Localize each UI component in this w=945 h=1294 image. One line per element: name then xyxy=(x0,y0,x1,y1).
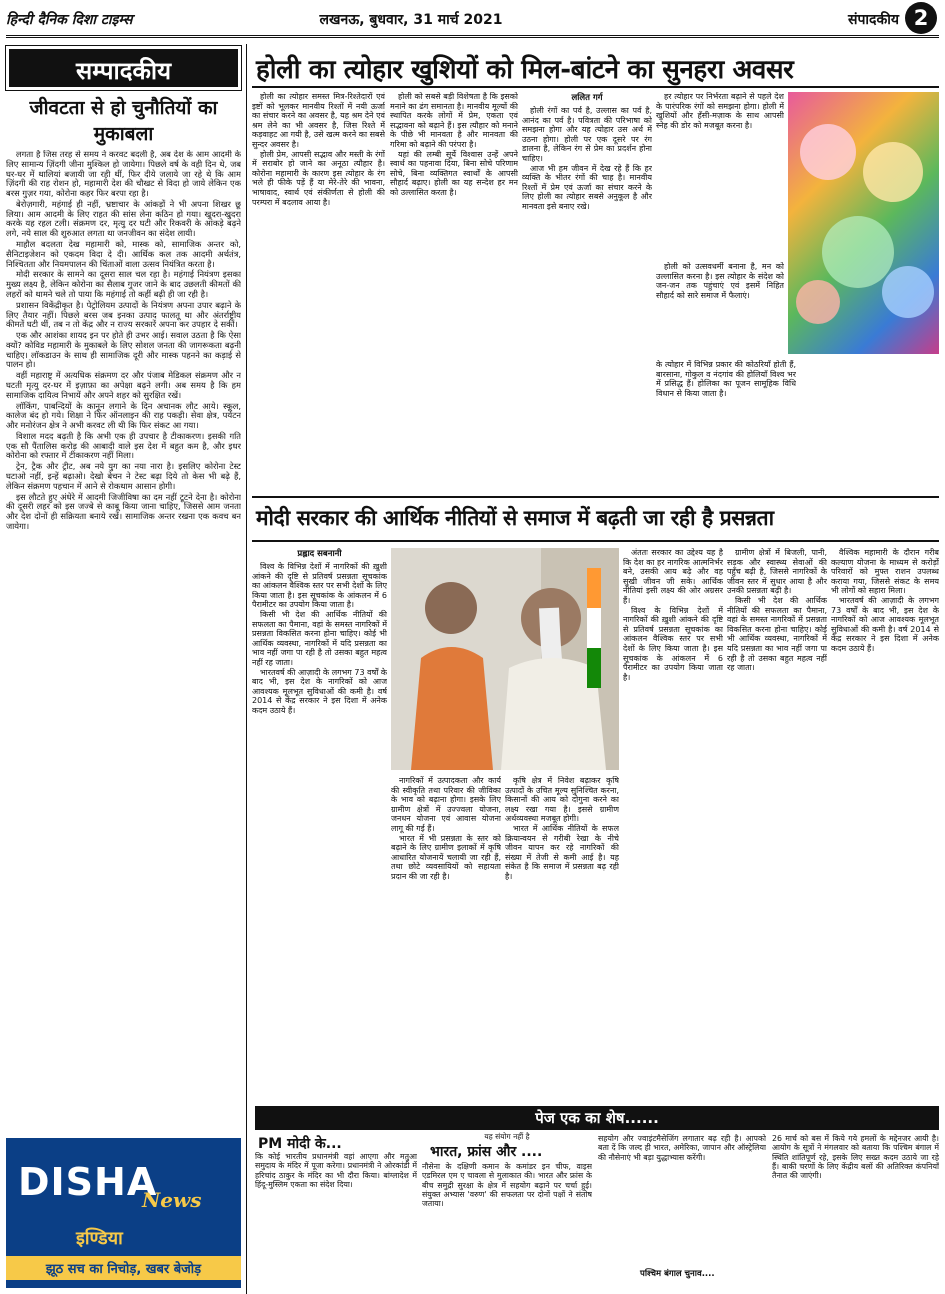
holi-paragraph: होली को उत्सवधर्मी बनाना है, मन को उल्लासित करना है। इस त्योहार के संदेश को जन-जन तक पहुंचाएं एवं इसमें निहित सौहार्द को सारे समाज में फैलाएं। xyxy=(656,262,784,300)
govt-paragraph: कृषि क्षेत्र में निवेश बढ़ाकर कृषि उत्पादों के उचित मूल्य सुनिश्चित करना, किसानों की आय को दोगुना करने का लक्ष्य रखा गया है। इससे ग्रामीण अर्थव्यवस्था मजबूत होगी। xyxy=(505,776,619,824)
logo-tagline: झूठ सच का निचोड़, खबर बेजोड़ xyxy=(6,1256,241,1280)
bengal-label: पश्चिम बंगाल चुनाव.... xyxy=(640,1269,715,1279)
holi-column xyxy=(656,92,784,254)
govt-column xyxy=(831,548,939,1102)
paper-name: हिन्दी दैनिक दिशा टाइम्स xyxy=(6,12,133,28)
govt-column xyxy=(727,548,827,1102)
govt-paragraph: अंततः सरकार का उद्देश्य यह है कि देश का हर नागरिक आत्मनिर्भर बने, उसकी आय बढ़े और वह सुखी जीवन जी सके। आर्थिक नीतियां इसी लक्ष्य की ओर अग्रसर हैं। xyxy=(623,548,723,605)
govt-paragraph: भारतवर्ष की आज़ादी के लगभग 73 वर्षों के बाद भी, इस देश के नागरिकों को आज आवश्यक मूलभूत सुविधाओं की कमी है। वर्ष 2014 से केंद्र सरकार ने इस दिशा में अनेक कदम उठाये हैं। xyxy=(252,667,387,715)
holi-photo-graphic xyxy=(788,92,939,354)
masthead xyxy=(6,4,939,38)
disha-news-logo xyxy=(6,1138,241,1288)
govt-paragraph: किसी भी देश की आर्थिक नीतियों की सफलता का पैमाना, वहां के समस्त नागरिकों में प्रसन्नता विकसित करना होना चाहिए। कोई भी आर्थिक व्यवस्था, नागरिकों में यदि प्रसन्नता का भाव नहीं जगा पा रही है तो उसका बहुत महत्व नहीं रह जाता। xyxy=(252,609,387,667)
holi-headline: होली का त्योहार खुशियों को मिल-बांटने का सुनहरा अवसर xyxy=(256,55,794,85)
holi-paragraph: आज भी हम जीवन में देख रहे हैं कि हर व्यक्ति के भीतर रंगों की चाह है। मानवीय रिश्तों में प्रेम एवं ऊर्जा का संचार करने के लिए होली का त्योहार सबसे अनुकूल है और मानवता इसे बनाए रखे। xyxy=(522,163,652,211)
govt-paragraph: विश्व के विभिन्न देशों में नागरिकों की ख़ुशी आंकने की दृष्टि से प्रतिवर्ष प्रसन्नता सूचकांक का आंकलन वैश्विक स्तर पर सभी देशों के लिए किया जाता है। इस सूचकांक के आंकलन में 6 पैरामीटर का उपयोग किया जाता है। xyxy=(252,562,387,610)
govt-paragraph: विश्व के विभिन्न देशों में नागरिकों की ख़ुशी आंकने की दृष्टि से प्रतिवर्ष प्रसन्नता सूचकांक का आंकलन वैश्विक स्तर पर सभी देशों के लिए किया जाता है। इस सूचकांक के आंकलन में 6 पैरामीटर का उपयोग किया जाता है। xyxy=(623,605,723,682)
holi-paragraph: होली रंगों का पर्व है, उल्लास का पर्व है, आनंद का पर्व है। पवित्रता की परिभाषा को समझना होगा और यह त्योहार उस अर्थ में उठना होगा। होली पर एक दूसरे पर रंग डालना है, लेकिन रंग से प्रेम का प्रदर्शन होना चाहिए। xyxy=(522,106,652,163)
holi-column xyxy=(252,92,385,492)
govt-column xyxy=(391,776,501,1102)
govt-paragraph: ग्रामीण क्षेत्रों में बिजली, पानी, सड़क और स्वास्थ्य सेवाओं की पहुँच बढ़ी है, जिससे नागरिकों के जीवन स्तर में सुधार आया है और उनकी प्रसन्नता बढ़ी है। xyxy=(727,548,827,596)
editorial-headline: जीवटता से हो चुनौतियों का मुकाबला xyxy=(29,97,218,145)
editorial-paragraph: लगता है जिस तरह से समय ने करवट बदली है, अब देश के आम आदमी के लिए सामान्य ज़िंदगी जीना मुश्किल हो जायेगा। पिछले वर्ष के वही दिन थे, जब घर-घर में थालियां बजायी जा रही थीं, फिर दीये जलाये जा रहे थे कि आम ज़िंदगी की राह रोशन हो, महामारी देश की चौखट से विदा हो जाये लेकिन एक बरस गुज़र गया, कोरोना कहर फिर बरपा रहा है। xyxy=(6,150,241,199)
dateline: लखनऊ, बुधवार, 31 मार्च 2021 xyxy=(319,12,503,28)
holi-paragraph: होली का त्योहार समस्त मित्र-रिश्तेदारों एवं इष्टों को भूलकर मानवीय रिश्तों में नयी ऊर्जा का संचार करने का अवसर है, यह श्रम देने एवं श्रम लेने का भी अवसर है, जिस रिश्ते में कड़वाहट आ गयी है, उसे खत्म करने का सबसे सुन्दर अवसर है। xyxy=(252,92,385,149)
pm-modi-text: कि कोई भारतीय प्रधानमंत्री वहां आएगा और मतुआ समुदाय के मंदिर में पूजा करेगा। प्रधानमंत्री ने ओरकांडी में हरिचांद ठाकुर के मंदिर का भी दौरा किया। बांग्लादेश में हिंदू-मुस्लिम एकता का संदेश दिया। xyxy=(255,1152,417,1190)
govt-paragraph: भारत में भी प्रसन्नता के स्तर को बढ़ाने के लिए ग्रामीण इलाकों में कृषि आधारित योजनायें चलायी जा रही हैं, तथा छोटे व्यवसायियों को सहायता प्रदान की जा रही है। xyxy=(391,833,501,881)
editorial-body xyxy=(6,150,241,1130)
editorial-column-title: सम्पादकीय xyxy=(6,46,241,90)
govt-paragraph: नागरिकों में उत्पादकता और कार्य की स्वीकृति तथा परिवार की जीविका के भाव को बढ़ाना होगा। इसके लिए ग्रामीण क्षेत्रों में उज्ज्वला योजना, जनधन योजना एवं आवास योजना लागू की गई हैं। xyxy=(391,776,501,833)
govt-paragraph: भारतवर्ष की आज़ादी के लगभग 73 वर्षों के बाद भी, इस देश के नागरिकों को आज आवश्यक मूलभूत सुविधाओं की कमी है। वर्ष 2014 से केंद्र सरकार ने इस दिशा में अनेक कदम उठाये हैं। xyxy=(831,595,939,653)
govt-column xyxy=(252,562,387,1102)
last-column-text: 26 मार्च को बस में किये गये हमलों के मद्देनजर आयी है। आयोग के सूत्रों ने मंगलवार को बताया कि पश्चिम बंगाल में स्थिति शांतिपूर्ण रहे, इसके लिए सख्त कदम उठाये जा रहे हैं। बाकी चरणों के लिए केंद्रीय बलों की अतिरिक्त कंपनियाँ तैनात की जाएंगी। xyxy=(772,1134,939,1181)
holi-column xyxy=(522,106,652,492)
holi-paragraph: होली प्रेम, आपसी सद्भाव और मस्ती के रंगों में सराबोर हो जाने का अनूठा त्यौहार है। कोरोना महामारी के कारण इस त्योहार के रंग भले ही फीके पड़ें हैं या मेरे-तेरे की भावना, भाषावाद, स्वार्थ एवं संकीर्णता से होली की परम्परा में बदलाव आया है। xyxy=(252,149,385,207)
editorial-paragraph: इस लौटते हुए अंधेरे में आदमी जिजीविषा का दम नहीं टूटने देना है। कोरोना की दूसरी लहर को इस जज्बे से काबू किया जाना चाहिए, जिससे आम जनता और देश दोनों ही सक्रियता बनाये रखें। सामाजिक अन्तर रखना एक कवच बन जायेगा। xyxy=(6,491,241,531)
column-divider xyxy=(246,44,247,1294)
editorial-paragraph: लॉकिंग, पाबन्दियों के कानून लगाने के दिन अचानक लौट आये। स्कूल, कालेज बंद हो गये। शिक्षा ने फिर ऑनलाइन की राह पकड़ी। सेवा क्षेत्र, पर्यटन और मनोरंजन क्षेत्र ने अभी करवट ली थी कि फिर संकट आ गया। xyxy=(6,400,241,431)
india-france-text: नौसेना के दक्षिणी कमान के कमांडर इन चीफ, वाइस एडमिरल एम ए चावला से मुलाकात की। भारत और फ्रांस के बीच समुद्री सुरक्षा के क्षेत्र में सहयोग बढ़ाने पर चर्चा हुई। संयुक्त अभ्यास 'वरुण' की सफलता पर दोनों पक्षों ने संतोष जताया। xyxy=(422,1162,592,1209)
india-france-intro: यह संयोग नहीं है xyxy=(484,1132,530,1141)
holi-paragraph: होली को सबसे बड़ी विशेषता है कि इसको मनाने का ढंग समानता है। मानवीय मूल्यों की स्थापित करके लोगों में प्रेम, एकता एवं सद्भावना को बढ़ाने हैं। इस त्यौहार को मनाने के पीछे भी मानवता है और मानवता की गरिमा को बढ़ाने की परंपरा है। xyxy=(390,92,518,149)
holi-photo xyxy=(788,92,939,354)
govt-paragraph: वैश्विक महामारी के दौरान गरीब कल्याण योजना के माध्यम से करोड़ों परिवारों को मुफ्त राशन उपलब्ध कराया गया, जिससे संकट के समय भी लोगों को सहारा मिला। xyxy=(831,548,939,596)
govt-headline: मोदी सरकार की आर्थिक नीतियों से समाज में बढ़ती जा रही है प्रसन्नता xyxy=(256,506,774,530)
govt-column xyxy=(623,548,723,1102)
editorial-paragraph: बेरोज़गारी, महंगाई ही नहीं, भ्रष्टाचार के आंकड़ों ने भी अपना शिखर छू लिया। आम आदमी के लिए राहत की सांस लेना कठिन हो गया। खुदरा-खुदरा करके यह रहल टली। संक्रमण दर, मृत्यु दर घटी और रिकवरी के आंकड़े बढ़ने लगे, नये साल की शुरुआत लगता था जनजीवन का संदेश लायी। xyxy=(6,198,241,239)
bengal-text: सहयोग और ज्वाइंटमैसेजिंग लगातार बढ़ रही है। आपको बता दें कि जल्द ही भारत, अमेरिका, जापान और ऑस्ट्रेलिया की नौसेनाएं भी बड़ा युद्धाभ्यास करेंगी। xyxy=(598,1134,766,1162)
govt-column xyxy=(505,776,619,1102)
india-france-head: भारत, फ्रांस और .... xyxy=(430,1144,543,1160)
logo-region: इण्डिया xyxy=(76,1228,123,1249)
editorial-paragraph: माहौल बदलता देख महामारी को, मास्क को, सामाजिक अन्तर को, सैनिटाइजेशन को एकदम विदा दे दी। आर्थिक कल तक आदमी अर्थतंत्र, निश्चितता और नियमपालन की चिंताओं वाला उत्सव नियंत्रित करता है। xyxy=(6,239,241,269)
holi-paragraph: यहां की लम्बी सूर्ये विश्वास उन्हें अपने स्वार्थ का पहनावा दिया, बिना सोचे परिणाम सोचे, बिना व्यक्तिगत स्वार्थों के आपसी सौहार्द बढ़ाए। होली का यह सन्देश हर मन को उल्लासित करता है। xyxy=(390,149,518,197)
headline-rule xyxy=(252,540,939,542)
holi-photo-caption: के त्योहार में विभिन्न प्रकार की कोठरियाँ होती हैं, बारसाना, गोकुल व नंदगांव की होलियाँ विश्व भर में प्रसिद्ध हैं। होलिका का पूजन सामूहिक विधि विधान से किया जाता है। xyxy=(656,360,796,398)
page-number: 2 xyxy=(905,2,937,34)
pm-modi-head: PM मोदी के... xyxy=(258,1136,342,1152)
govt-paragraph: किसी भी देश की आर्थिक नीतियों की सफलता का पैमाना, वहां के समस्त नागरिकों में प्रसन्नता विकसित करना होना चाहिए। कोई भी आर्थिक व्यवस्था, नागरिकों में यदि प्रसन्नता का भाव नहीं जगा पा रही है तो उसका बहुत महत्व नहीं रह जाता। xyxy=(727,595,827,673)
headline-rule xyxy=(252,86,939,88)
govt-paragraph: भारत में आर्थिक नीतियों के सफल क्रियान्वयन से गरीबी रेखा के नीचे जीवन यापन कर रहे नागरिकों की संख्या में तेजी से कमी आई है। यह संकेत है कि समाज में प्रसन्नता बढ़ रही है। xyxy=(505,823,619,881)
holi-column xyxy=(390,92,518,492)
editorial-paragraph: ट्रेन, ट्रैक और ट्रीट, अब नये युग का नया नारा है। इसलिए कोरोना टेस्ट घटाओ नहीं, इन्हें बढ़ाओ। देखो बेचन ने टेस्ट बढ़ा दिये तो केस भी बढ़े हैं, लेकिन संक्रमण पहचान में आने से रोकथाम आसान होगी। xyxy=(6,461,241,491)
editorial-paragraph: एक और आशंका शायद इन पर होते ही उभर आई। सवाल उठता है कि ऐसा क्यों? कोविड महामारी के मुकाबले के लिए सोशल जनता की जागरूकता बढ़नी चाहिए। लॉकडाउन के साथ ही सामाजिक दूरी और मास्क पहनने का कड़ाई से पालन हो। xyxy=(6,330,241,370)
continued-bar: पेज एक का शेष...... xyxy=(255,1106,939,1130)
logo-brand: DISHA xyxy=(18,1160,158,1204)
govt-author: प्रह्लाद सबनानी xyxy=(297,549,342,559)
holi-paragraph: हर त्योहार पर निर्भरता बढ़ाने से पहले देश के पारंपरिक रंगों को समझना होगा। होली में खुशियों और हँसी-मज़ाक के साथ आपसी स्नेह की डोर को मजबूत करना है। xyxy=(656,92,784,130)
section-rule xyxy=(252,496,939,498)
holi-author: ललित गर्ग xyxy=(571,93,603,103)
editorial-paragraph: वहीं महाराष्ट्र में अत्यधिक संक्रमण दर और पंजाब मेडिकल संक्रमण और न घटती मृत्यु दर-घर में इज़ाफ़ा का अपेक्षा बढ़ने लगी। अब समय है कि हम सामाजिक दायित्व निभायें और अपने शहर को सुरक्षित रखें। xyxy=(6,370,241,400)
editorial-paragraph: विशाल मदद बढ़ती है कि अभी एक ही उपचार है टीकाकरण। इसकी गति एक सौ पैंतालिस करोड़ की आबादी वाले इस देश में बहुत कम है, और इधर कोरोना को रफ्तार में टीकाकरण नहीं मिला। xyxy=(6,430,241,461)
editorial-paragraph: प्रशासन विकेंद्रीकृत है। पेट्रोलियम उत्पादों के नियंत्रण अपना उपार बढ़ाने के लिए तैयार नहीं। पिछले बरस जब इनका उत्पाद फालतू था और अंतर्राष्ट्रीय कीमतें घटी थीं, तब न तो केंद्र और न राज्य सरकारें अपना कर उपहार दे सकीं। xyxy=(6,299,241,330)
leaders-photo-graphic xyxy=(391,548,619,770)
section-name: संपादकीय xyxy=(848,12,899,28)
logo-news: News xyxy=(142,1188,202,1212)
modi-sitharaman-photo xyxy=(391,548,619,770)
editorial-paragraph: मोदी सरकार के सामने का दूसरा साल चल रहा है। महंगाई नियंत्रण इसका मुख्य लक्ष्य है, लेकिन कोरोना का सैलाब गुजर जाने के बाद उछलती कीमतों की लहरों को थामने चले तो पाया कि महंगाई तो कहीं बढ़ी ही जा रही है। xyxy=(6,269,241,299)
